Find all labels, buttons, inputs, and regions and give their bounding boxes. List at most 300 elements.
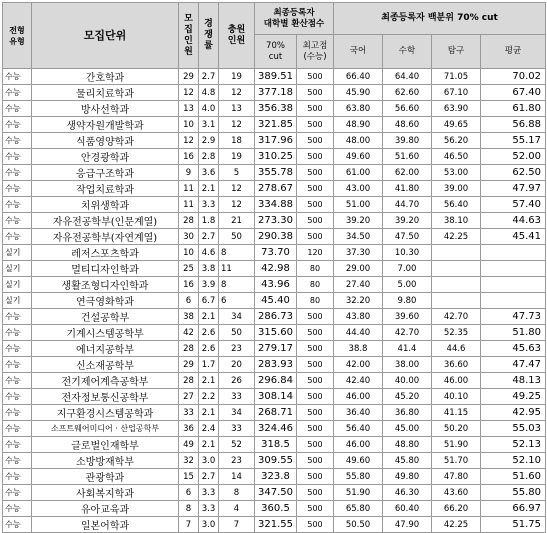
competition-cell: 4.6 xyxy=(199,245,219,261)
quota-cell: 16 xyxy=(179,149,199,165)
quota-cell: 36 xyxy=(179,421,199,437)
korean-cell: 45.90 xyxy=(334,85,383,101)
math-cell: 41.4 xyxy=(383,341,432,357)
average-cell: 47.73 xyxy=(481,309,546,325)
average-cell: 51.75 xyxy=(481,517,546,533)
unit-cell: 응급구조학과 xyxy=(32,165,179,181)
type-cell: 수능 xyxy=(3,133,32,149)
competition-cell: 3.3 xyxy=(199,501,219,517)
inquiry-cell: 51.70 xyxy=(432,453,481,469)
math-cell: 64.40 xyxy=(383,69,432,85)
average-cell: 55.80 xyxy=(481,485,546,501)
cut-score-cell: 377.18 xyxy=(255,85,297,101)
math-cell: 47.50 xyxy=(383,229,432,245)
table-row xyxy=(3,85,546,101)
math-cell: 45.80 xyxy=(383,453,432,469)
competition-cell: 3.0 xyxy=(199,453,219,469)
max-score-cell: 500 xyxy=(297,421,334,437)
quota-cell: 9 xyxy=(179,165,199,181)
type-cell: 수능 xyxy=(3,421,32,437)
competition-cell: 3.3 xyxy=(199,485,219,501)
max-score-cell: 500 xyxy=(297,357,334,373)
math-cell: 51.60 xyxy=(383,149,432,165)
type-cell: 수능 xyxy=(3,389,32,405)
math-cell: 5.00 xyxy=(383,277,432,293)
max-score-cell: 500 xyxy=(297,437,334,453)
unit-cell: 작업치료학과 xyxy=(32,181,179,197)
cut-score-cell: 309.55 xyxy=(255,453,297,469)
unit-cell: 건설공학부 xyxy=(32,309,179,325)
korean-cell: 48.00 xyxy=(334,133,383,149)
quota-cell: 49 xyxy=(179,437,199,453)
table-row xyxy=(3,69,546,85)
competition-cell: 2.1 xyxy=(199,181,219,197)
fill-cell: 13 xyxy=(219,101,255,117)
competition-cell: 2.8 xyxy=(199,149,219,165)
math-cell: 9.80 xyxy=(383,293,432,309)
math-cell: 7.00 xyxy=(383,261,432,277)
fill-cell: 19 xyxy=(219,149,255,165)
type-cell: 수능 xyxy=(3,341,32,357)
table-row xyxy=(3,341,546,357)
cut-score-cell: 283.93 xyxy=(255,357,297,373)
competition-cell: 2.1 xyxy=(199,309,219,325)
competition-cell: 2.1 xyxy=(199,437,219,453)
table-row xyxy=(3,261,546,277)
header-fill: 충원 인원 xyxy=(219,3,255,69)
korean-cell: 55.80 xyxy=(334,469,383,485)
unit-cell: 멀티디자인학과 xyxy=(32,261,179,277)
quota-cell: 29 xyxy=(179,357,199,373)
korean-cell: 32.20 xyxy=(334,293,383,309)
max-score-cell: 500 xyxy=(297,485,334,501)
inquiry-cell: 46.00 xyxy=(432,373,481,389)
average-cell: 52.13 xyxy=(481,437,546,453)
inquiry-cell: 42.25 xyxy=(432,517,481,533)
max-score-cell: 500 xyxy=(297,229,334,245)
korean-cell: 37.30 xyxy=(334,245,383,261)
korean-cell: 48.90 xyxy=(334,117,383,133)
korean-cell: 29.00 xyxy=(334,261,383,277)
fill-cell: 5 xyxy=(219,165,255,181)
max-score-cell: 500 xyxy=(297,117,334,133)
cut-score-cell: 347.50 xyxy=(255,485,297,501)
fill-cell: 12 xyxy=(219,117,255,133)
max-score-cell: 500 xyxy=(297,69,334,85)
unit-cell: 생활조형디자인학과 xyxy=(32,277,179,293)
unit-cell: 전자정보통신공학부 xyxy=(32,389,179,405)
table-row xyxy=(3,421,546,437)
competition-cell: 2.4 xyxy=(199,421,219,437)
unit-cell: 치위생학과 xyxy=(32,197,179,213)
korean-cell: 61.00 xyxy=(334,165,383,181)
korean-cell: 66.40 xyxy=(334,69,383,85)
average-cell: 57.40 xyxy=(481,197,546,213)
inquiry-cell xyxy=(432,245,481,261)
table-row xyxy=(3,101,546,117)
cut-score-cell: 324.46 xyxy=(255,421,297,437)
competition-cell: 3.1 xyxy=(199,117,219,133)
header-quota: 모 집 인 원 xyxy=(179,3,199,69)
math-cell: 42.70 xyxy=(383,325,432,341)
max-score-cell: 500 xyxy=(297,453,334,469)
fill-cell: 12 xyxy=(219,197,255,213)
header-average: 평균 xyxy=(481,35,546,69)
unit-cell: 안경광학과 xyxy=(32,149,179,165)
table-row xyxy=(3,437,546,453)
math-cell: 44.70 xyxy=(383,197,432,213)
cut-score-cell: 290.38 xyxy=(255,229,297,245)
fill-cell: 8 xyxy=(219,277,255,293)
type-cell: 수능 xyxy=(3,69,32,85)
type-cell: 수능 xyxy=(3,213,32,229)
table-row xyxy=(3,197,546,213)
cut-score-cell: 296.84 xyxy=(255,373,297,389)
max-score-cell: 500 xyxy=(297,181,334,197)
quota-cell: 28 xyxy=(179,213,199,229)
korean-cell: 46.00 xyxy=(334,437,383,453)
unit-cell: 간호학과 xyxy=(32,69,179,85)
admissions-table xyxy=(2,2,546,533)
fill-cell: 34 xyxy=(219,405,255,421)
math-cell: 36.80 xyxy=(383,405,432,421)
table-row xyxy=(3,309,546,325)
max-score-cell: 500 xyxy=(297,149,334,165)
unit-cell: 물리치료학과 xyxy=(32,85,179,101)
average-cell: 55.03 xyxy=(481,421,546,437)
math-cell: 60.40 xyxy=(383,501,432,517)
type-cell: 수능 xyxy=(3,197,32,213)
korean-cell: 38.8 xyxy=(334,341,383,357)
unit-cell: 레저스포츠학과 xyxy=(32,245,179,261)
quota-cell: 25 xyxy=(179,261,199,277)
cut-score-cell: 286.73 xyxy=(255,309,297,325)
competition-cell: 3.9 xyxy=(199,277,219,293)
type-cell: 수능 xyxy=(3,325,32,341)
header-percentile-group: 최종등록자 백분위 70% cut xyxy=(334,3,546,35)
fill-cell: 26 xyxy=(219,373,255,389)
type-cell: 수능 xyxy=(3,101,32,117)
average-cell: 51.60 xyxy=(481,469,546,485)
type-cell: 수능 xyxy=(3,149,32,165)
korean-cell: 44.40 xyxy=(334,325,383,341)
cut-score-cell: 315.60 xyxy=(255,325,297,341)
header-math: 수학 xyxy=(383,35,432,69)
type-cell: 수능 xyxy=(3,469,32,485)
korean-cell: 56.40 xyxy=(334,421,383,437)
math-cell: 48.60 xyxy=(383,117,432,133)
competition-cell: 2.9 xyxy=(199,133,219,149)
average-cell: 47.97 xyxy=(481,181,546,197)
math-cell: 45.20 xyxy=(383,389,432,405)
max-score-cell: 500 xyxy=(297,85,334,101)
unit-cell: 전기제어계측공학부 xyxy=(32,373,179,389)
cut-score-cell: 42.98 xyxy=(255,261,297,277)
max-score-cell: 500 xyxy=(297,517,334,533)
average-cell: 61.80 xyxy=(481,101,546,117)
competition-cell: 2.7 xyxy=(199,469,219,485)
average-cell: 51.80 xyxy=(481,325,546,341)
max-score-cell: 80 xyxy=(297,293,334,309)
type-cell: 수능 xyxy=(3,485,32,501)
quota-cell: 32 xyxy=(179,453,199,469)
fill-cell: 18 xyxy=(219,133,255,149)
table-row xyxy=(3,453,546,469)
korean-cell: 42.00 xyxy=(334,357,383,373)
unit-cell: 지구환경시스템공학과 xyxy=(32,405,179,421)
competition-cell: 3.0 xyxy=(199,517,219,533)
cut-score-cell: 334.88 xyxy=(255,197,297,213)
competition-cell: 3.8 xyxy=(199,261,219,277)
math-cell: 39.80 xyxy=(383,133,432,149)
max-score-cell: 500 xyxy=(297,405,334,421)
math-cell: 40.00 xyxy=(383,373,432,389)
inquiry-cell: 67.10 xyxy=(432,85,481,101)
max-score-cell: 120 xyxy=(297,245,334,261)
cut-score-cell: 45.40 xyxy=(255,293,297,309)
type-cell: 수능 xyxy=(3,373,32,389)
unit-cell: 관광학과 xyxy=(32,469,179,485)
competition-cell: 2.6 xyxy=(199,325,219,341)
max-score-cell: 80 xyxy=(297,277,334,293)
type-cell: 수능 xyxy=(3,85,32,101)
cut-score-cell: 356.38 xyxy=(255,101,297,117)
table-row xyxy=(3,357,546,373)
table-row xyxy=(3,277,546,293)
fill-cell: 21 xyxy=(219,213,255,229)
inquiry-cell: 39.00 xyxy=(432,181,481,197)
korean-cell: 34.50 xyxy=(334,229,383,245)
table-row xyxy=(3,293,546,309)
unit-cell: 생약자원개발학과 xyxy=(32,117,179,133)
inquiry-cell: 63.90 xyxy=(432,101,481,117)
average-cell: 42.95 xyxy=(481,405,546,421)
max-score-cell: 500 xyxy=(297,325,334,341)
table-row xyxy=(3,213,546,229)
type-cell: 수능 xyxy=(3,117,32,133)
type-cell: 실기 xyxy=(3,261,32,277)
average-cell: 62.50 xyxy=(481,165,546,181)
korean-cell: 51.90 xyxy=(334,485,383,501)
max-score-cell: 500 xyxy=(297,165,334,181)
competition-cell: 2.2 xyxy=(199,389,219,405)
cut-score-cell: 268.71 xyxy=(255,405,297,421)
math-cell: 41.80 xyxy=(383,181,432,197)
inquiry-cell: 53.00 xyxy=(432,165,481,181)
math-cell: 62.60 xyxy=(383,85,432,101)
average-cell xyxy=(481,261,546,277)
fill-cell: 8 xyxy=(219,485,255,501)
fill-cell: 7 xyxy=(219,517,255,533)
math-cell: 48.80 xyxy=(383,437,432,453)
unit-cell: 소프트웨어미디어 · 산업공학부 xyxy=(32,421,179,437)
average-cell: 47.47 xyxy=(481,357,546,373)
table-row xyxy=(3,245,546,261)
type-cell: 실기 xyxy=(3,277,32,293)
average-cell: 44.63 xyxy=(481,213,546,229)
competition-cell: 1.7 xyxy=(199,357,219,373)
max-score-cell: 500 xyxy=(297,389,334,405)
competition-cell: 4.0 xyxy=(199,101,219,117)
fill-cell: 33 xyxy=(219,421,255,437)
korean-cell: 50.50 xyxy=(334,517,383,533)
header-korean: 국어 xyxy=(334,35,383,69)
header-inquiry: 탐구 xyxy=(432,35,481,69)
korean-cell: 49.60 xyxy=(334,149,383,165)
math-cell: 56.60 xyxy=(383,101,432,117)
type-cell: 수능 xyxy=(3,501,32,517)
quota-cell: 11 xyxy=(179,181,199,197)
unit-cell: 자유전공학부(자연계열) xyxy=(32,229,179,245)
cut-score-cell: 323.8 xyxy=(255,469,297,485)
competition-cell: 2.7 xyxy=(199,69,219,85)
quota-cell: 33 xyxy=(179,405,199,421)
math-cell: 47.90 xyxy=(383,517,432,533)
type-cell: 수능 xyxy=(3,517,32,533)
unit-cell: 유아교육과 xyxy=(32,501,179,517)
fill-cell: 23 xyxy=(219,453,255,469)
quota-cell: 12 xyxy=(179,133,199,149)
inquiry-cell: 42.25 xyxy=(432,229,481,245)
math-cell: 39.20 xyxy=(383,213,432,229)
quota-cell: 6 xyxy=(179,485,199,501)
average-cell xyxy=(481,293,546,309)
inquiry-cell xyxy=(432,293,481,309)
quota-cell: 11 xyxy=(179,197,199,213)
fill-cell: 8 xyxy=(219,245,255,261)
unit-cell: 신소재공학부 xyxy=(32,357,179,373)
table-row xyxy=(3,117,546,133)
inquiry-cell: 56.20 xyxy=(432,133,481,149)
fill-cell: 23 xyxy=(219,341,255,357)
max-score-cell: 500 xyxy=(297,501,334,517)
unit-cell: 자유전공학부(인문계열) xyxy=(32,213,179,229)
cut-score-cell: 321.55 xyxy=(255,517,297,533)
average-cell: 67.40 xyxy=(481,85,546,101)
competition-cell: 2.6 xyxy=(199,341,219,357)
inquiry-cell: 49.65 xyxy=(432,117,481,133)
table-row xyxy=(3,165,546,181)
korean-cell: 65.80 xyxy=(334,501,383,517)
cut-score-cell: 321.85 xyxy=(255,117,297,133)
type-cell: 수능 xyxy=(3,309,32,325)
inquiry-cell: 36.60 xyxy=(432,357,481,373)
inquiry-cell: 52.35 xyxy=(432,325,481,341)
quota-cell: 10 xyxy=(179,245,199,261)
max-score-cell: 500 xyxy=(297,341,334,357)
max-score-cell: 500 xyxy=(297,101,334,117)
inquiry-cell xyxy=(432,261,481,277)
korean-cell: 39.20 xyxy=(334,213,383,229)
unit-cell: 에너지공학부 xyxy=(32,341,179,357)
competition-cell: 1.8 xyxy=(199,213,219,229)
math-cell: 45.00 xyxy=(383,421,432,437)
type-cell: 수능 xyxy=(3,357,32,373)
type-cell: 수능 xyxy=(3,405,32,421)
competition-cell: 2.7 xyxy=(199,229,219,245)
fill-cell: 33 xyxy=(219,389,255,405)
korean-cell: 27.40 xyxy=(334,277,383,293)
table-row xyxy=(3,389,546,405)
quota-cell: 15 xyxy=(179,469,199,485)
cut-score-cell: 389.51 xyxy=(255,69,297,85)
fill-cell: 50 xyxy=(219,325,255,341)
type-cell: 수능 xyxy=(3,453,32,469)
competition-cell: 4.8 xyxy=(199,85,219,101)
quota-cell: 13 xyxy=(179,101,199,117)
table-row xyxy=(3,501,546,517)
fill-cell: 34 xyxy=(219,309,255,325)
korean-cell: 43.00 xyxy=(334,181,383,197)
header-converted-score-group: 최종등록자 대학별 환산점수 xyxy=(255,3,334,35)
competition-cell: 2.1 xyxy=(199,373,219,389)
max-score-cell: 500 xyxy=(297,469,334,485)
math-cell: 46.30 xyxy=(383,485,432,501)
max-score-cell: 500 xyxy=(297,373,334,389)
average-cell: 52.10 xyxy=(481,453,546,469)
inquiry-cell xyxy=(432,277,481,293)
header-competition: 경 쟁 률 xyxy=(199,3,219,69)
average-cell: 45.63 xyxy=(481,341,546,357)
cut-score-cell: 310.25 xyxy=(255,149,297,165)
korean-cell: 51.00 xyxy=(334,197,383,213)
fill-cell: 14 xyxy=(219,469,255,485)
fill-cell: 20 xyxy=(219,357,255,373)
korean-cell: 42.40 xyxy=(334,373,383,389)
max-score-cell: 500 xyxy=(297,213,334,229)
quota-cell: 28 xyxy=(179,373,199,389)
average-cell: 56.88 xyxy=(481,117,546,133)
table-row xyxy=(3,325,546,341)
unit-cell: 소방방재학부 xyxy=(32,453,179,469)
inquiry-cell: 56.40 xyxy=(432,197,481,213)
unit-cell: 식품영양학과 xyxy=(32,133,179,149)
korean-cell: 46.00 xyxy=(334,389,383,405)
table-row xyxy=(3,485,546,501)
math-cell: 62.00 xyxy=(383,165,432,181)
table-row xyxy=(3,181,546,197)
fill-cell: 11 xyxy=(219,261,255,277)
fill-cell: 12 xyxy=(219,85,255,101)
inquiry-cell: 66.20 xyxy=(432,501,481,517)
max-score-cell: 500 xyxy=(297,309,334,325)
quota-cell: 8 xyxy=(179,501,199,517)
cut-score-cell: 308.14 xyxy=(255,389,297,405)
fill-cell: 52 xyxy=(219,437,255,453)
korean-cell: 63.80 xyxy=(334,101,383,117)
inquiry-cell: 42.70 xyxy=(432,309,481,325)
average-cell xyxy=(481,245,546,261)
math-cell: 10.30 xyxy=(383,245,432,261)
unit-cell: 일본어학과 xyxy=(32,517,179,533)
inquiry-cell: 38.10 xyxy=(432,213,481,229)
average-cell: 49.25 xyxy=(481,389,546,405)
average-cell: 55.17 xyxy=(481,133,546,149)
fill-cell: 12 xyxy=(219,181,255,197)
average-cell xyxy=(481,277,546,293)
quota-cell: 16 xyxy=(179,277,199,293)
table-row xyxy=(3,149,546,165)
type-cell: 실기 xyxy=(3,293,32,309)
cut-score-cell: 43.96 xyxy=(255,277,297,293)
unit-cell: 기계시스템공학부 xyxy=(32,325,179,341)
fill-cell: 19 xyxy=(219,69,255,85)
competition-cell: 3.3 xyxy=(199,197,219,213)
unit-cell: 연극영화학과 xyxy=(32,293,179,309)
math-cell: 49.80 xyxy=(383,469,432,485)
max-score-cell: 500 xyxy=(297,133,334,149)
quota-cell: 38 xyxy=(179,309,199,325)
